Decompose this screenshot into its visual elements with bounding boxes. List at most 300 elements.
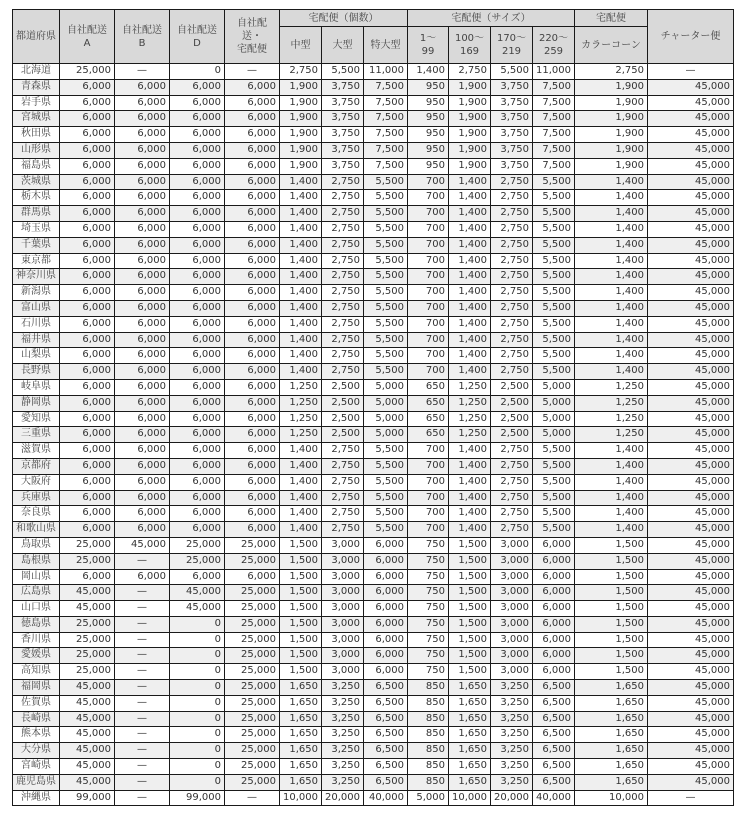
cell-own-b: 6,000 — [115, 300, 170, 316]
cell-own-takuhai: 6,000 — [225, 474, 280, 490]
table-row — [13, 664, 734, 680]
cell-large: 3,750 — [322, 111, 364, 127]
cell-own-b: — — [115, 680, 170, 696]
cell-size-170-219: 2,750 — [491, 174, 533, 190]
cell-medium: 1,400 — [280, 332, 322, 348]
cell-own-d: 6,000 — [170, 269, 225, 285]
cell-medium: 1,400 — [280, 474, 322, 490]
cell-color-cone: 1,500 — [575, 632, 648, 648]
header-prefecture: 都道府県 — [13, 10, 60, 64]
cell-prefecture: 埼玉県 — [13, 221, 60, 237]
cell-prefecture: 茨城県 — [13, 174, 60, 190]
cell-color-cone: 1,250 — [575, 395, 648, 411]
cell-own-takuhai: 6,000 — [225, 142, 280, 158]
cell-prefecture: 岐阜県 — [13, 379, 60, 395]
cell-large: 2,500 — [322, 411, 364, 427]
cell-extra-large: 6,000 — [364, 569, 408, 585]
cell-size-220-259: 5,500 — [533, 458, 575, 474]
cell-size-100-169: 1,650 — [449, 743, 491, 759]
cell-size-220-259: 6,500 — [533, 695, 575, 711]
cell-size-170-219: 3,000 — [491, 664, 533, 680]
cell-own-a: 6,000 — [60, 522, 115, 538]
cell-own-takuhai: 6,000 — [225, 206, 280, 222]
cell-medium: 1,400 — [280, 490, 322, 506]
cell-own-a: 25,000 — [60, 616, 115, 632]
cell-medium: 1,400 — [280, 316, 322, 332]
cell-medium: 1,500 — [280, 537, 322, 553]
cell-size-1-99: 700 — [408, 506, 449, 522]
header-own-delivery-a: 自社配送 A — [60, 10, 115, 64]
cell-own-a: 6,000 — [60, 174, 115, 190]
cell-own-d: 6,000 — [170, 379, 225, 395]
cell-extra-large: 5,000 — [364, 411, 408, 427]
cell-own-takuhai: 25,000 — [225, 774, 280, 790]
cell-prefecture: 静岡県 — [13, 395, 60, 411]
cell-medium: 1,650 — [280, 695, 322, 711]
cell-size-220-259: 5,000 — [533, 411, 575, 427]
cell-charter: 45,000 — [648, 632, 734, 648]
table-row — [13, 680, 734, 696]
cell-own-a: 45,000 — [60, 695, 115, 711]
header-takuhai-count-group: 宅配便（個数） — [280, 10, 408, 27]
cell-size-220-259: 5,500 — [533, 269, 575, 285]
cell-size-100-169: 1,400 — [449, 206, 491, 222]
table-row — [13, 727, 734, 743]
cell-extra-large: 5,500 — [364, 316, 408, 332]
cell-charter: 45,000 — [648, 727, 734, 743]
cell-large: 3,750 — [322, 142, 364, 158]
cell-prefecture: 北海道 — [13, 64, 60, 80]
cell-size-1-99: 700 — [408, 490, 449, 506]
cell-size-170-219: 3,000 — [491, 648, 533, 664]
cell-prefecture: 大阪府 — [13, 474, 60, 490]
cell-medium: 1,250 — [280, 411, 322, 427]
header-medium: 中型 — [280, 27, 322, 64]
table-row — [13, 458, 734, 474]
cell-charter: 45,000 — [648, 585, 734, 601]
cell-size-100-169: 1,400 — [449, 237, 491, 253]
cell-own-a: 6,000 — [60, 111, 115, 127]
cell-extra-large: 5,500 — [364, 458, 408, 474]
cell-large: 3,000 — [322, 664, 364, 680]
cell-own-b: 6,000 — [115, 364, 170, 380]
cell-extra-large: 7,500 — [364, 79, 408, 95]
cell-medium: 1,400 — [280, 221, 322, 237]
cell-size-170-219: 3,250 — [491, 759, 533, 775]
cell-color-cone: 1,650 — [575, 759, 648, 775]
header-size-220-259: 220～ 259 — [533, 27, 575, 64]
cell-color-cone: 1,400 — [575, 174, 648, 190]
cell-own-a: 6,000 — [60, 221, 115, 237]
cell-size-100-169: 1,400 — [449, 522, 491, 538]
cell-size-100-169: 2,750 — [449, 64, 491, 80]
cell-size-100-169: 10,000 — [449, 790, 491, 806]
cell-large: 2,500 — [322, 379, 364, 395]
cell-extra-large: 6,500 — [364, 759, 408, 775]
cell-own-takuhai: 6,000 — [225, 411, 280, 427]
cell-own-takuhai: 6,000 — [225, 237, 280, 253]
cell-charter: 45,000 — [648, 300, 734, 316]
cell-extra-large: 6,000 — [364, 664, 408, 680]
cell-size-100-169: 1,650 — [449, 680, 491, 696]
cell-own-d: 6,000 — [170, 300, 225, 316]
cell-own-takuhai: 25,000 — [225, 743, 280, 759]
cell-own-b: — — [115, 616, 170, 632]
cell-own-a: 6,000 — [60, 443, 115, 459]
cell-color-cone: 1,400 — [575, 458, 648, 474]
cell-size-170-219: 3,750 — [491, 127, 533, 143]
cell-prefecture: 愛知県 — [13, 411, 60, 427]
table-row — [13, 221, 734, 237]
cell-charter: 45,000 — [648, 569, 734, 585]
cell-extra-large: 6,000 — [364, 601, 408, 617]
cell-size-1-99: 700 — [408, 300, 449, 316]
cell-prefecture: 熊本県 — [13, 727, 60, 743]
cell-prefecture: 長崎県 — [13, 711, 60, 727]
cell-medium: 1,400 — [280, 174, 322, 190]
cell-own-d: 0 — [170, 64, 225, 80]
cell-own-takuhai: 6,000 — [225, 458, 280, 474]
table-row — [13, 474, 734, 490]
cell-prefecture: 香川県 — [13, 632, 60, 648]
cell-own-d: 6,000 — [170, 127, 225, 143]
cell-charter: 45,000 — [648, 774, 734, 790]
table-row — [13, 348, 734, 364]
cell-size-1-99: 700 — [408, 364, 449, 380]
cell-size-1-99: 950 — [408, 95, 449, 111]
cell-large: 2,750 — [322, 269, 364, 285]
cell-own-d: 6,000 — [170, 79, 225, 95]
cell-own-takuhai: 6,000 — [225, 253, 280, 269]
cell-color-cone: 1,500 — [575, 601, 648, 617]
cell-own-takuhai: 6,000 — [225, 427, 280, 443]
cell-own-takuhai: 6,000 — [225, 127, 280, 143]
cell-own-b: 6,000 — [115, 379, 170, 395]
cell-size-170-219: 2,750 — [491, 506, 533, 522]
cell-large: 3,000 — [322, 616, 364, 632]
cell-own-d: 6,000 — [170, 111, 225, 127]
cell-own-a: 6,000 — [60, 127, 115, 143]
cell-large: 3,250 — [322, 695, 364, 711]
cell-extra-large: 5,500 — [364, 490, 408, 506]
cell-prefecture: 広島県 — [13, 585, 60, 601]
table-row — [13, 253, 734, 269]
cell-medium: 1,500 — [280, 601, 322, 617]
cell-size-1-99: 850 — [408, 695, 449, 711]
cell-size-170-219: 3,750 — [491, 79, 533, 95]
cell-charter: 45,000 — [648, 237, 734, 253]
cell-size-170-219: 3,250 — [491, 743, 533, 759]
cell-size-220-259: 5,500 — [533, 332, 575, 348]
header-size-1-99: 1～ 99 — [408, 27, 449, 64]
cell-size-170-219: 2,750 — [491, 522, 533, 538]
cell-prefecture: 兵庫県 — [13, 490, 60, 506]
cell-extra-large: 7,500 — [364, 111, 408, 127]
cell-size-1-99: 950 — [408, 158, 449, 174]
cell-own-a: 6,000 — [60, 411, 115, 427]
cell-charter: 45,000 — [648, 269, 734, 285]
cell-color-cone: 1,400 — [575, 364, 648, 380]
cell-medium: 1,500 — [280, 616, 322, 632]
cell-own-takuhai: 6,000 — [225, 158, 280, 174]
table-row — [13, 759, 734, 775]
cell-prefecture: 群馬県 — [13, 206, 60, 222]
cell-size-220-259: 5,500 — [533, 506, 575, 522]
cell-charter: 45,000 — [648, 427, 734, 443]
cell-own-a: 6,000 — [60, 142, 115, 158]
cell-medium: 1,400 — [280, 253, 322, 269]
shipping-rate-table — [12, 9, 734, 806]
cell-color-cone: 1,650 — [575, 743, 648, 759]
cell-own-takuhai: — — [225, 790, 280, 806]
table-row — [13, 379, 734, 395]
cell-prefecture: 福島県 — [13, 158, 60, 174]
cell-own-a: 6,000 — [60, 474, 115, 490]
cell-extra-large: 7,500 — [364, 127, 408, 143]
cell-own-b: 6,000 — [115, 332, 170, 348]
cell-own-d: 0 — [170, 759, 225, 775]
cell-own-a: 6,000 — [60, 395, 115, 411]
cell-size-220-259: 6,000 — [533, 585, 575, 601]
cell-size-220-259: 5,000 — [533, 379, 575, 395]
cell-size-1-99: 700 — [408, 458, 449, 474]
cell-prefecture: 石川県 — [13, 316, 60, 332]
cell-own-d: 0 — [170, 774, 225, 790]
cell-color-cone: 1,900 — [575, 127, 648, 143]
table-row — [13, 174, 734, 190]
shipping-rate-table-container — [12, 9, 734, 806]
cell-color-cone: 1,650 — [575, 774, 648, 790]
cell-medium: 1,250 — [280, 427, 322, 443]
table-header — [13, 10, 734, 64]
cell-own-b: 6,000 — [115, 127, 170, 143]
cell-size-220-259: 7,500 — [533, 111, 575, 127]
cell-size-1-99: 700 — [408, 522, 449, 538]
cell-size-100-169: 1,400 — [449, 174, 491, 190]
cell-charter: 45,000 — [648, 79, 734, 95]
cell-extra-large: 5,000 — [364, 427, 408, 443]
table-row — [13, 790, 734, 806]
cell-own-a: 6,000 — [60, 95, 115, 111]
cell-size-170-219: 3,000 — [491, 616, 533, 632]
cell-large: 2,750 — [322, 506, 364, 522]
cell-extra-large: 5,500 — [364, 174, 408, 190]
cell-size-170-219: 2,750 — [491, 364, 533, 380]
cell-size-220-259: 5,500 — [533, 285, 575, 301]
cell-own-a: 45,000 — [60, 727, 115, 743]
cell-large: 2,750 — [322, 285, 364, 301]
cell-own-a: 6,000 — [60, 316, 115, 332]
cell-color-cone: 1,500 — [575, 616, 648, 632]
cell-size-170-219: 3,000 — [491, 569, 533, 585]
cell-color-cone: 1,650 — [575, 711, 648, 727]
cell-own-b: 6,000 — [115, 458, 170, 474]
cell-size-170-219: 2,500 — [491, 395, 533, 411]
cell-own-b: 6,000 — [115, 348, 170, 364]
cell-own-d: 6,000 — [170, 253, 225, 269]
cell-size-170-219: 2,750 — [491, 332, 533, 348]
cell-large: 2,750 — [322, 190, 364, 206]
cell-extra-large: 5,500 — [364, 332, 408, 348]
cell-own-takuhai: — — [225, 64, 280, 80]
cell-prefecture: 宮崎県 — [13, 759, 60, 775]
cell-own-b: — — [115, 553, 170, 569]
cell-own-takuhai: 25,000 — [225, 632, 280, 648]
cell-size-220-259: 6,000 — [533, 569, 575, 585]
cell-large: 3,250 — [322, 759, 364, 775]
cell-size-220-259: 5,000 — [533, 395, 575, 411]
cell-size-100-169: 1,400 — [449, 253, 491, 269]
cell-own-b: — — [115, 759, 170, 775]
cell-color-cone: 1,400 — [575, 490, 648, 506]
cell-own-takuhai: 6,000 — [225, 395, 280, 411]
cell-size-170-219: 2,750 — [491, 237, 533, 253]
cell-medium: 1,500 — [280, 553, 322, 569]
cell-charter: 45,000 — [648, 490, 734, 506]
cell-size-170-219: 3,250 — [491, 680, 533, 696]
cell-size-220-259: 6,000 — [533, 601, 575, 617]
cell-large: 2,750 — [322, 253, 364, 269]
cell-size-100-169: 1,400 — [449, 364, 491, 380]
cell-size-220-259: 5,000 — [533, 427, 575, 443]
cell-medium: 1,500 — [280, 648, 322, 664]
cell-size-170-219: 3,000 — [491, 585, 533, 601]
cell-medium: 1,500 — [280, 585, 322, 601]
table-row — [13, 316, 734, 332]
cell-own-d: 6,000 — [170, 490, 225, 506]
cell-color-cone: 1,400 — [575, 221, 648, 237]
cell-extra-large: 6,000 — [364, 585, 408, 601]
cell-extra-large: 6,000 — [364, 648, 408, 664]
cell-charter: 45,000 — [648, 664, 734, 680]
cell-color-cone: 1,400 — [575, 443, 648, 459]
cell-prefecture: 山形県 — [13, 142, 60, 158]
cell-own-d: 6,000 — [170, 285, 225, 301]
cell-large: 2,750 — [322, 474, 364, 490]
cell-charter: 45,000 — [648, 174, 734, 190]
cell-size-220-259: 5,500 — [533, 364, 575, 380]
cell-size-170-219: 3,250 — [491, 727, 533, 743]
cell-extra-large: 6,500 — [364, 695, 408, 711]
cell-own-b: 6,000 — [115, 443, 170, 459]
header-color-cone: カラーコーン — [575, 27, 648, 64]
cell-large: 2,750 — [322, 174, 364, 190]
cell-extra-large: 6,000 — [364, 632, 408, 648]
table-row — [13, 585, 734, 601]
cell-own-takuhai: 6,000 — [225, 522, 280, 538]
cell-extra-large: 6,500 — [364, 743, 408, 759]
cell-size-220-259: 6,500 — [533, 774, 575, 790]
header-charter: チャーター便 — [648, 10, 734, 64]
cell-own-b: 6,000 — [115, 490, 170, 506]
cell-medium: 1,400 — [280, 237, 322, 253]
cell-size-170-219: 2,750 — [491, 285, 533, 301]
cell-extra-large: 40,000 — [364, 790, 408, 806]
cell-size-220-259: 7,500 — [533, 95, 575, 111]
cell-charter: 45,000 — [648, 616, 734, 632]
header-size-170-219: 170～ 219 — [491, 27, 533, 64]
cell-charter: 45,000 — [648, 127, 734, 143]
cell-color-cone: 1,400 — [575, 348, 648, 364]
cell-size-1-99: 850 — [408, 727, 449, 743]
cell-size-100-169: 1,400 — [449, 458, 491, 474]
cell-color-cone: 1,900 — [575, 95, 648, 111]
cell-size-1-99: 750 — [408, 632, 449, 648]
cell-color-cone: 1,500 — [575, 569, 648, 585]
cell-own-d: 6,000 — [170, 142, 225, 158]
cell-color-cone: 2,750 — [575, 64, 648, 80]
cell-size-100-169: 1,400 — [449, 300, 491, 316]
cell-size-170-219: 3,000 — [491, 632, 533, 648]
cell-size-1-99: 750 — [408, 648, 449, 664]
cell-charter: — — [648, 64, 734, 80]
cell-color-cone: 1,650 — [575, 695, 648, 711]
table-row — [13, 743, 734, 759]
cell-charter: 45,000 — [648, 253, 734, 269]
cell-size-220-259: 5,500 — [533, 237, 575, 253]
cell-size-220-259: 7,500 — [533, 158, 575, 174]
cell-extra-large: 5,500 — [364, 253, 408, 269]
cell-size-1-99: 750 — [408, 585, 449, 601]
cell-size-1-99: 750 — [408, 553, 449, 569]
table-row — [13, 158, 734, 174]
cell-size-220-259: 6,000 — [533, 616, 575, 632]
cell-own-a: 6,000 — [60, 206, 115, 222]
cell-large: 2,750 — [322, 348, 364, 364]
cell-large: 2,750 — [322, 221, 364, 237]
cell-large: 3,000 — [322, 585, 364, 601]
cell-size-100-169: 1,400 — [449, 348, 491, 364]
cell-medium: 1,400 — [280, 458, 322, 474]
table-row — [13, 648, 734, 664]
cell-size-220-259: 6,500 — [533, 743, 575, 759]
cell-size-220-259: 6,000 — [533, 553, 575, 569]
cell-size-1-99: 700 — [408, 285, 449, 301]
cell-size-100-169: 1,250 — [449, 427, 491, 443]
cell-extra-large: 5,500 — [364, 269, 408, 285]
table-row — [13, 300, 734, 316]
cell-size-100-169: 1,650 — [449, 711, 491, 727]
cell-size-100-169: 1,500 — [449, 616, 491, 632]
cell-color-cone: 1,250 — [575, 411, 648, 427]
cell-own-b: 6,000 — [115, 142, 170, 158]
cell-own-a: 6,000 — [60, 506, 115, 522]
cell-prefecture: 岡山県 — [13, 569, 60, 585]
cell-size-170-219: 20,000 — [491, 790, 533, 806]
cell-large: 2,750 — [322, 300, 364, 316]
cell-size-220-259: 5,500 — [533, 474, 575, 490]
cell-own-b: 6,000 — [115, 111, 170, 127]
table-row — [13, 395, 734, 411]
header-own-delivery-b: 自社配送 B — [115, 10, 170, 64]
cell-own-b: 6,000 — [115, 174, 170, 190]
cell-charter: 45,000 — [648, 206, 734, 222]
cell-color-cone: 1,500 — [575, 585, 648, 601]
cell-large: 3,000 — [322, 569, 364, 585]
cell-color-cone: 1,400 — [575, 237, 648, 253]
cell-size-1-99: 750 — [408, 569, 449, 585]
cell-size-100-169: 1,900 — [449, 158, 491, 174]
table-row — [13, 537, 734, 553]
cell-size-170-219: 2,750 — [491, 190, 533, 206]
cell-charter: 45,000 — [648, 680, 734, 696]
cell-own-b: — — [115, 585, 170, 601]
cell-own-d: 6,000 — [170, 221, 225, 237]
cell-prefecture: 沖縄県 — [13, 790, 60, 806]
cell-own-d: 6,000 — [170, 316, 225, 332]
table-row — [13, 506, 734, 522]
cell-large: 3,250 — [322, 727, 364, 743]
